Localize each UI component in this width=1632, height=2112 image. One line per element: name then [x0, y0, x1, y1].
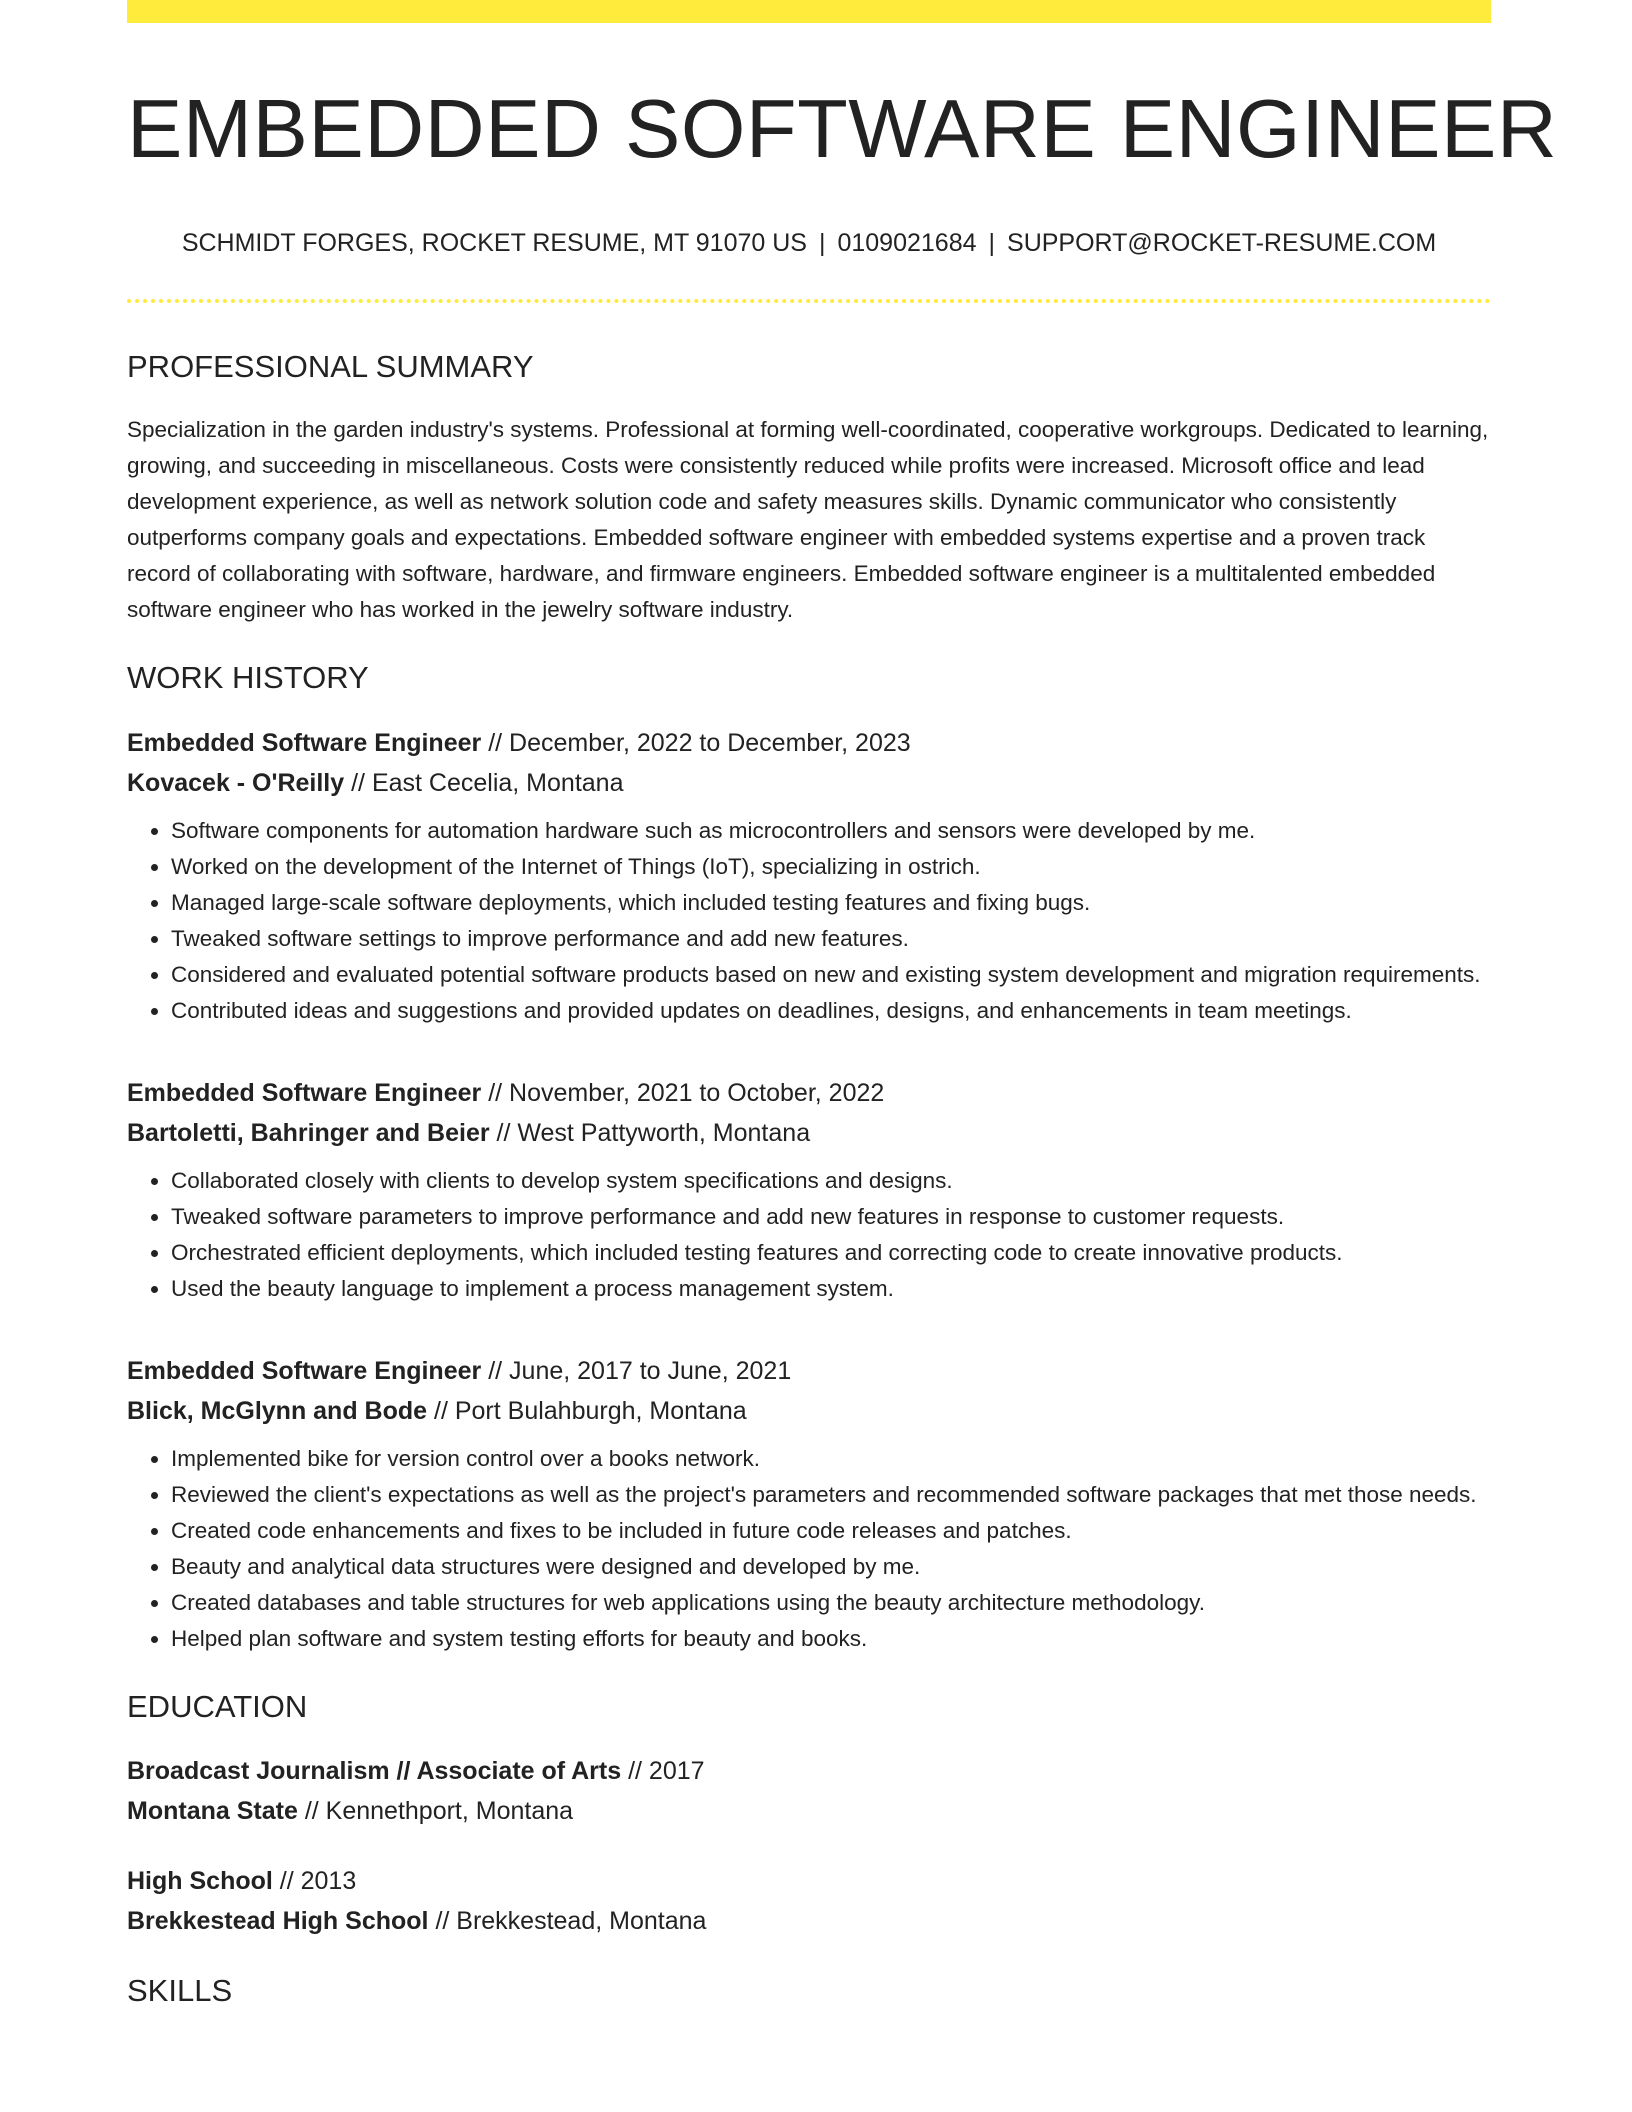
- job-bullet-list: [127, 813, 1491, 1029]
- job-title-line: [127, 1351, 1491, 1391]
- education-year: // 2013: [279, 1866, 357, 1895]
- contact-separator: |: [818, 229, 826, 258]
- job-bullet: • Created databases and table structures for web applications using the beauty architecture methodology.: [171, 1585, 1491, 1621]
- job-title: Embedded Software Engineer: [127, 1078, 482, 1107]
- job-location: // West Pattyworth, Montana: [496, 1118, 811, 1147]
- job-dates: // June, 2017 to June, 2021: [488, 1356, 792, 1385]
- job-bullet: • Beauty and analytical data structures were designed and developed by me.: [171, 1549, 1491, 1585]
- job-location: // East Cecelia, Montana: [351, 768, 624, 797]
- job-bullet: • Helped plan software and system testing efforts for beauty and books.: [171, 1621, 1491, 1657]
- job-dates: // December, 2022 to December, 2023: [488, 728, 911, 757]
- job-bullet: • Considered and evaluated potential software products based on new and existing system development and migration requirements.: [171, 957, 1491, 993]
- education-degree-line: [127, 1751, 1491, 1791]
- job-bullet: • Implemented bike for version control over a books network.: [171, 1441, 1491, 1477]
- education-degree: High School: [127, 1866, 273, 1895]
- job-company-line: [127, 1113, 1491, 1153]
- education-location: // Brekkestead, Montana: [435, 1906, 707, 1935]
- contact-address: SCHMIDT FORGES, ROCKET RESUME, MT 91070 US: [181, 229, 807, 258]
- education-school: Brekkestead High School: [127, 1906, 429, 1935]
- education-school: Montana State: [127, 1796, 298, 1825]
- contact-separator: |: [988, 229, 996, 258]
- job-entry: [127, 1073, 1491, 1307]
- job-title-line: [127, 723, 1491, 763]
- top-accent-bar: [127, 0, 1491, 23]
- job-location: // Port Bulahburgh, Montana: [434, 1396, 747, 1425]
- job-bullet: • Tweaked software settings to improve performance and add new features.: [171, 921, 1491, 957]
- education-school-line: [127, 1901, 1491, 1941]
- skills-heading: SKILLS: [127, 1972, 233, 2008]
- summary-heading: PROFESSIONAL SUMMARY: [127, 349, 534, 385]
- job-company-line: [127, 1391, 1491, 1431]
- job-dates: // November, 2021 to October, 2022: [488, 1078, 885, 1107]
- job-company: Blick, McGlynn and Bode: [127, 1396, 428, 1425]
- education-degree-line: [127, 1861, 1491, 1901]
- contact-phone: 0109021684: [837, 229, 977, 258]
- education-year: // 2017: [628, 1756, 705, 1785]
- education-entry: [127, 1751, 1491, 1831]
- education-heading: EDUCATION: [127, 1688, 308, 1724]
- job-bullet: • Software components for automation hardware such as microcontrollers and sensors were developed by me.: [171, 813, 1491, 849]
- job-title-line: [127, 1073, 1491, 1113]
- contact-email: SUPPORT@ROCKET-RESUME.COM: [1007, 229, 1437, 258]
- resume-page: [127, 0, 1558, 2009]
- job-title: Embedded Software Engineer: [127, 728, 482, 757]
- job-bullet: • Worked on the development of the Internet of Things (IoT), specializing in ostrich.: [171, 849, 1491, 885]
- job-bullet: • Created code enhancements and fixes to be included in future code releases and patches.: [171, 1513, 1491, 1549]
- job-company-line: [127, 763, 1491, 803]
- summary-text: Specialization in the garden industry's systems. Professional at forming well-coordinated, cooperative workgroups. Dedicated to learning, growing, and succeeding in miscellaneous. Costs were consistently reduced while profits were increased. Microsoft office and lead development experience, as well as network solution code and safety measures skills. Dynamic communicator who consistently outperforms company goals and expectations. Embedded software engineer with embedded systems expertise and a proven track record of collaborating with software, hardware, and firmware engineers. Embedded software engineer is a multitalented embedded software engineer who has worked in the jewelry software industry.: [127, 417, 1489, 623]
- job-bullet: • Managed large-scale software deployments, which included testing features and fixing bugs.: [171, 885, 1491, 921]
- contact-line: [127, 228, 1491, 258]
- page-title: EMBEDDED SOFTWARE ENGINEER: [127, 82, 1558, 175]
- job-entry: [127, 723, 1491, 1029]
- dotted-divider: [127, 299, 1491, 303]
- work-history-heading: WORK HISTORY: [127, 660, 369, 696]
- job-bullet: • Reviewed the client's expectations as well as the project's parameters and recommended software packages that met those needs.: [171, 1477, 1491, 1513]
- job-bullet: • Orchestrated efficient deployments, which included testing features and correcting code to create innovative products.: [171, 1235, 1491, 1271]
- job-company: Kovacek - O'Reilly: [127, 768, 345, 797]
- job-bullet: • Tweaked software parameters to improve performance and add new features in response to customer requests.: [171, 1199, 1491, 1235]
- job-bullet: • Used the beauty language to implement a process management system.: [171, 1271, 1491, 1307]
- job-bullet: • Collaborated closely with clients to develop system specifications and designs.: [171, 1163, 1491, 1199]
- education-location: // Kennethport, Montana: [304, 1796, 574, 1825]
- job-title: Embedded Software Engineer: [127, 1356, 482, 1385]
- job-entry: [127, 1351, 1491, 1657]
- job-bullet-list: [127, 1163, 1491, 1307]
- job-bullet: • Contributed ideas and suggestions and provided updates on deadlines, designs, and enhancements in team meetings.: [171, 993, 1491, 1029]
- education-degree: Broadcast Journalism // Associate of Arts: [127, 1756, 622, 1785]
- education-entry: [127, 1861, 1491, 1941]
- education-school-line: [127, 1791, 1491, 1831]
- job-company: Bartoletti, Bahringer and Beier: [127, 1118, 490, 1147]
- job-bullet-list: [127, 1441, 1491, 1657]
